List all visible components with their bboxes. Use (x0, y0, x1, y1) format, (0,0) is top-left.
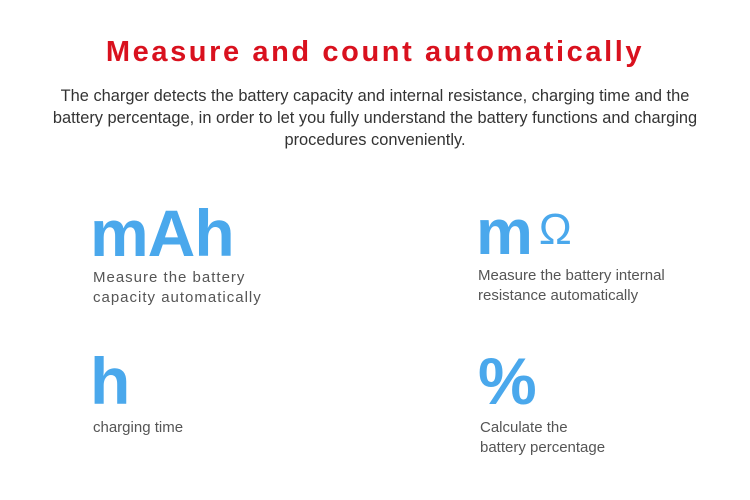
page-title: Measure and count automatically (105, 36, 645, 68)
page-subtitle: The charger detects the battery capacity and internal resistance, charging time and the battery percentage, in order to let you fully understand the battery functions and charging procedures conveniently. (52, 87, 698, 149)
feature-resistance (476, 196, 665, 306)
resistance-symbol (476, 196, 665, 268)
resistance-symbol-unit: Ω (538, 205, 572, 254)
charging-time-description: charging time (93, 419, 184, 436)
charging-time-symbol: h (90, 344, 131, 418)
feature-charging-time (90, 344, 184, 438)
percentage-symbol: % (478, 344, 537, 418)
capacity-symbol: mAh (90, 196, 234, 270)
resistance-description: Measure the battery internal resistance automatically (478, 267, 665, 304)
feature-percentage (478, 344, 606, 458)
capacity-description: Measure the battery capacity automatically (93, 269, 262, 306)
resistance-symbol-main: m (476, 196, 533, 268)
feature-capacity (90, 196, 262, 308)
percentage-description: Calculate the battery percentage (480, 419, 606, 456)
